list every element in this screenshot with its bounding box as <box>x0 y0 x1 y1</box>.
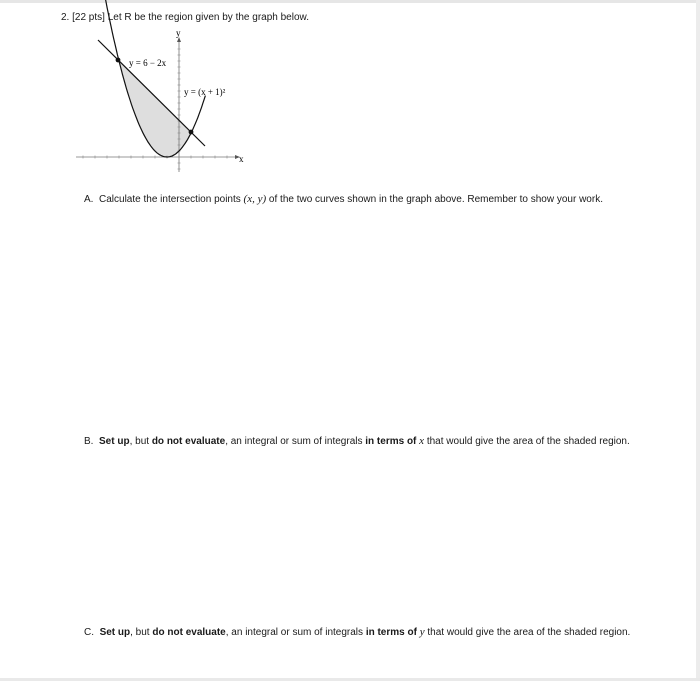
part-b-bold-in-terms-of: in terms of <box>365 436 417 447</box>
part-a <box>84 192 603 207</box>
parabola-curve-label: y = (x + 1)² <box>184 87 226 97</box>
part-c <box>84 625 659 640</box>
part-b <box>84 434 659 449</box>
question-prompt: Let R be the region given by the graph below. <box>107 12 309 23</box>
intersection-point-right <box>189 130 194 135</box>
part-c-text-2: , an integral or sum of integrals <box>225 627 364 638</box>
part-a-math: (x, y) <box>243 193 267 205</box>
part-c-math: y <box>419 626 425 638</box>
part-b-bold-do-not-evaluate: do not evaluate <box>151 436 226 447</box>
part-b-text-1: , but <box>129 436 150 447</box>
y-axis-label: y <box>176 28 181 38</box>
part-c-bold-do-not-evaluate: do not evaluate <box>152 627 226 638</box>
part-c-letter: C. <box>84 627 94 638</box>
part-b-text-2: , an integral or sum of integrals <box>225 436 363 447</box>
part-b-math: x <box>419 435 425 447</box>
part-b-letter: B. <box>84 436 94 447</box>
question-number: 2. <box>61 12 70 23</box>
line-curve-label: y = 6 − 2x <box>129 58 167 68</box>
part-a-text-1: Calculate the intersection points <box>99 194 241 205</box>
part-c-text-3: that would give the area of the shaded region. <box>427 627 631 638</box>
part-c-bold-in-terms-of: in terms of <box>365 627 417 638</box>
part-b-text-3: that would give the area of the shaded region. <box>426 436 630 447</box>
intersection-point-left <box>116 58 121 63</box>
part-b-bold-set-up: Set up <box>99 436 130 447</box>
question-points: [22 pts] <box>72 12 105 23</box>
part-c-bold-set-up: Set up <box>99 627 131 638</box>
part-c-text-1: , but <box>130 627 150 638</box>
x-axis-label: x <box>239 154 244 164</box>
part-a-text-2: of the two curves shown in the graph above. Remember to show your work. <box>268 194 603 205</box>
part-a-letter: A. <box>84 194 94 205</box>
